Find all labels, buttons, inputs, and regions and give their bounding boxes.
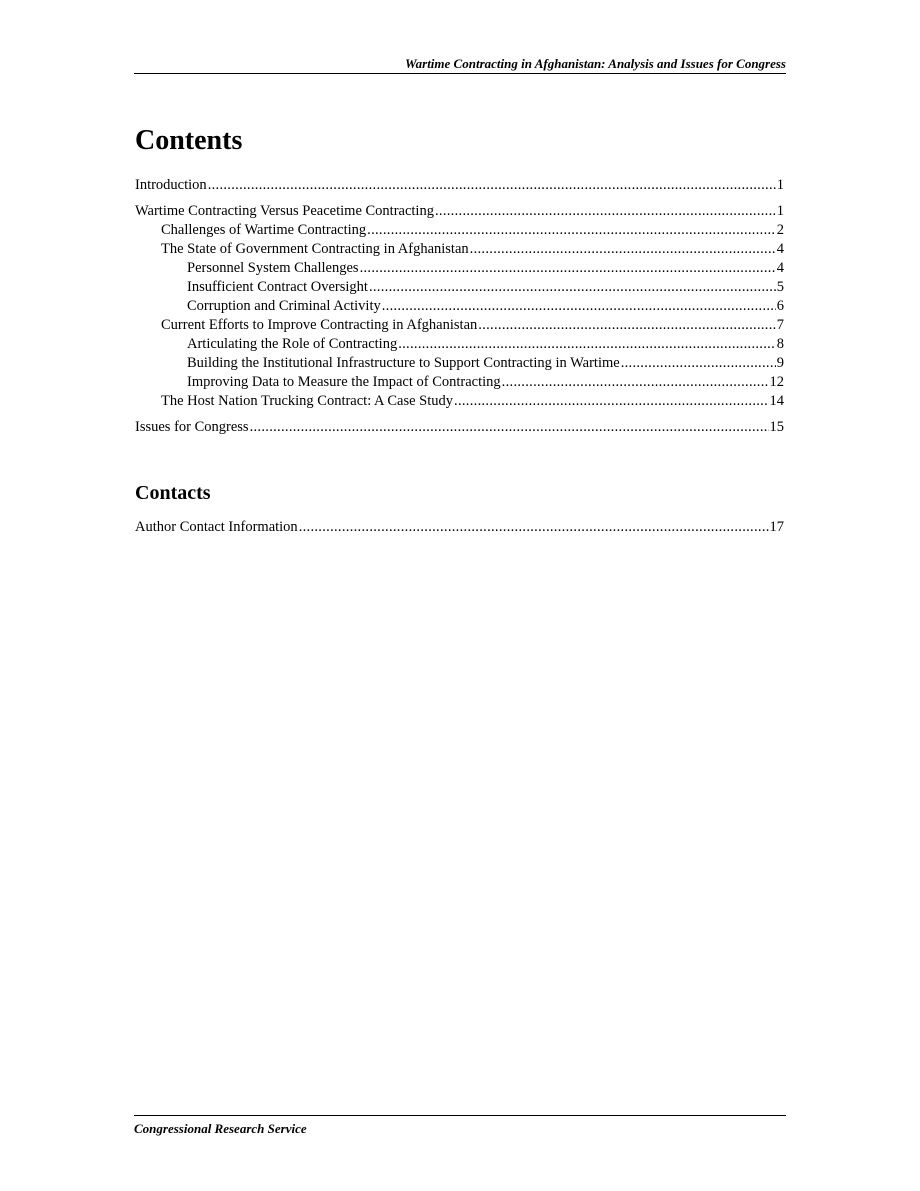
dot-leader (299, 518, 769, 537)
toc-entry-introduction[interactable] (135, 176, 784, 195)
toc-entry-role-of-contracting[interactable] (135, 335, 784, 354)
dot-leader (470, 240, 776, 259)
toc-entry-page: 1 (776, 203, 784, 219)
toc-entry-page: 7 (776, 317, 784, 333)
dot-leader (367, 221, 776, 240)
toc-entry-page: 1 (776, 177, 784, 193)
toc-entry-wartime-vs-peacetime[interactable] (135, 202, 784, 221)
dot-leader (478, 316, 775, 335)
running-header: Wartime Contracting in Afghanistan: Analysis and Issues for Congress (134, 56, 786, 74)
dot-leader (250, 418, 769, 437)
toc-entry-title: Articulating the Role of Contracting (187, 336, 398, 352)
contents-heading: Contents (135, 125, 243, 156)
toc-entry-state-of-contracting[interactable] (135, 240, 784, 259)
dot-leader (382, 297, 776, 316)
page-footer: Congressional Research Service (134, 1115, 786, 1137)
toc-entry-oversight[interactable] (135, 278, 784, 297)
toc-entry-corruption[interactable] (135, 297, 784, 316)
toc-entry-title: Introduction (135, 177, 207, 193)
toc-entry-title: Corruption and Criminal Activity (187, 298, 381, 314)
toc-entry-improving-data[interactable] (135, 373, 784, 392)
table-of-contents (135, 176, 784, 437)
toc-entry-page: 4 (776, 260, 784, 276)
dot-leader (502, 373, 769, 392)
toc-entry-page: 8 (776, 336, 784, 352)
toc-entry-title: The Host Nation Trucking Contract: A Case Study (161, 393, 454, 409)
toc-entry-personnel[interactable] (135, 259, 784, 278)
toc-entry-page: 9 (776, 355, 784, 371)
toc-entry-title: Building the Institutional Infrastructure to Support Contracting in Wartime (187, 355, 620, 371)
toc-entry-page: 4 (776, 241, 784, 257)
toc-entry-title: The State of Government Contracting in Afghanistan (161, 241, 469, 257)
toc-entry-page: 2 (776, 222, 784, 238)
toc-entry-title: Author Contact Information (135, 519, 298, 535)
toc-entry-title: Issues for Congress (135, 419, 249, 435)
dot-leader (360, 259, 776, 278)
toc-entry-author-contact[interactable] (135, 518, 784, 537)
toc-entry-challenges[interactable] (135, 221, 784, 240)
dot-leader (435, 202, 776, 221)
toc-entry-page: 14 (769, 393, 784, 409)
toc-entry-institutional-infrastructure[interactable] (135, 354, 784, 373)
dot-leader (621, 354, 776, 373)
dot-leader (454, 392, 768, 411)
toc-entry-page: 6 (776, 298, 784, 314)
toc-entry-title: Current Efforts to Improve Contracting in Afghanistan (161, 317, 478, 333)
toc-entry-page: 12 (769, 374, 784, 390)
toc-entry-title: Improving Data to Measure the Impact of Contracting (187, 374, 501, 390)
toc-entry-title: Insufficient Contract Oversight (187, 279, 368, 295)
dot-leader (369, 278, 776, 297)
dot-leader (208, 176, 776, 195)
toc-entry-page: 15 (769, 419, 784, 435)
toc-entry-title: Wartime Contracting Versus Peacetime Contracting (135, 203, 434, 219)
dot-leader (398, 335, 776, 354)
toc-entry-issues-for-congress[interactable] (135, 418, 784, 437)
contacts-heading: Contacts (135, 482, 211, 504)
toc-entry-host-nation-trucking[interactable] (135, 392, 784, 411)
contacts-list (135, 518, 784, 537)
toc-entry-page: 5 (776, 279, 784, 295)
toc-entry-title: Challenges of Wartime Contracting (161, 222, 367, 238)
toc-entry-title: Personnel System Challenges (187, 260, 359, 276)
toc-entry-page: 17 (769, 519, 784, 535)
toc-entry-current-efforts[interactable] (135, 316, 784, 335)
